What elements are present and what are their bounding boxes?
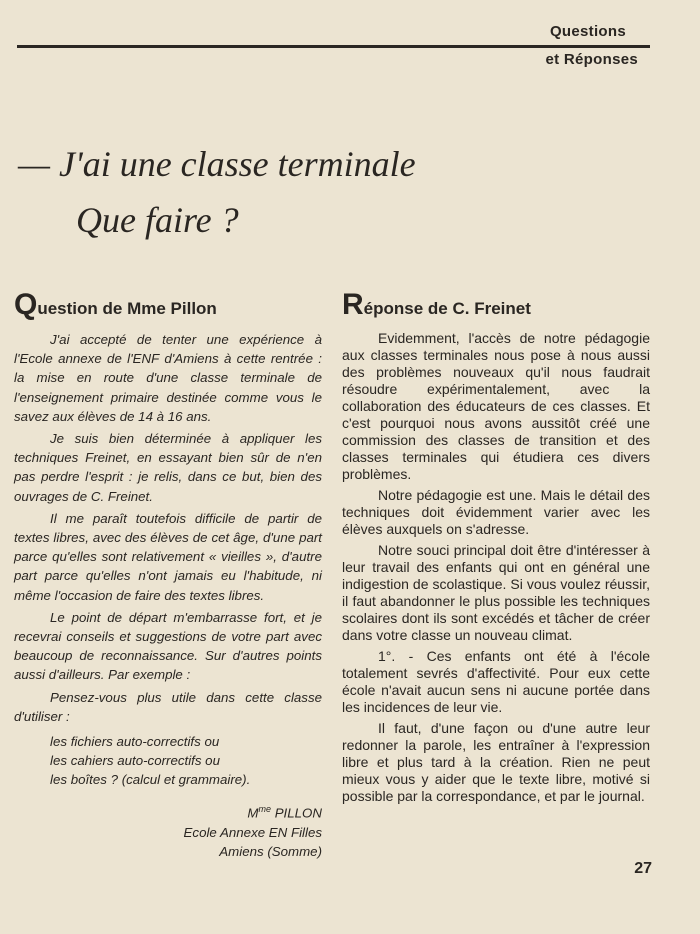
signature-name-line bbox=[14, 800, 322, 823]
question-paragraph-3: Il me paraît toutefois difficile de partir de textes libres, avec des élèves de cet âge, d'une part parce qu'elles sont relativement « vieilles », d'autre part parce qu'elles n'ont jamais eu l'habitude, ni même l'occasion de faire des textes libres. bbox=[14, 510, 322, 603]
question-options-list bbox=[14, 732, 322, 790]
question-paragraph-2: Je suis bien déterminée à appliquer les techniques Freinet, en essayant bien sûr de n'en pas perdre l'esprit : je relis, dans ce but, bien des ouvrages de C. Freinet. bbox=[14, 431, 322, 504]
signature-name: PILLON bbox=[274, 805, 322, 821]
answer-body bbox=[342, 330, 650, 805]
question-paragraph-1: J'ai accepté de tenter une expérience à l'Ecole annexe de l'ENF d'Amiens à cette rentrée : la mise en route d'une classe terminale de l'enseignement primaire destinée comme vous le savez aux élèves de 14 à 16 ans. bbox=[14, 332, 322, 424]
question-heading-rest: uestion de Mme Pillon bbox=[37, 299, 217, 318]
question-heading bbox=[14, 288, 322, 322]
page-number: 27 bbox=[634, 860, 652, 877]
answer-heading-initial: R bbox=[342, 288, 364, 321]
question-column bbox=[14, 288, 322, 862]
header-rule bbox=[17, 45, 650, 48]
question-paragraph-5: Pensez-vous plus utile dans cette classe d'utiliser : bbox=[14, 689, 322, 724]
signature bbox=[14, 800, 322, 862]
article-title bbox=[18, 136, 416, 248]
question-paragraph-4: Le point de départ m'embarrasse fort, et je recevrai conseils et suggestions de votre part avec beaucoup de reconnaissance. Sur d'autres points aussi d'ailleurs. Par exemple : bbox=[14, 609, 322, 683]
answer-paragraph-3: Notre souci principal doit être d'intéresser à leur travail des enfants qui ont en général une indigestion de scolastique. Si vous voulez réussir, il faut abandonner le plus possible les techniques scolaires dont ils sont excédés et tâcher de créer dans votre classe un nouveau climat. bbox=[342, 542, 650, 643]
signature-city: Amiens (Somme) bbox=[219, 844, 322, 860]
section-label-line1: Questions bbox=[549, 23, 626, 40]
answer-paragraph-5: Il faut, d'une façon ou d'une autre leur redonner la parole, les entraîner à l'expression libre et plus tard à la création. Rien ne peut mieux vous y aider que le texte libre, motivé si possible par la correspondance, et par le journal. bbox=[342, 720, 650, 804]
question-option-1: les fichiers auto-correctifs ou bbox=[50, 734, 220, 750]
answer-column bbox=[342, 288, 650, 809]
signature-title: M bbox=[247, 805, 259, 821]
answer-paragraph-2: Notre pédagogie est une. Mais le détail des techniques doit évidemment varier avec les élèves auxquels on s'adresse. bbox=[342, 487, 650, 537]
title-line1: — J'ai une classe terminale bbox=[18, 144, 416, 184]
answer-paragraph-4: 1°. - Ces enfants ont été à l'école totalement sevrés d'affectivité. Pour eux cette école n'avait aucun sens ni aucune portée dans les incidences de leur vie. bbox=[342, 648, 650, 715]
signature-school: Ecole Annexe EN Filles bbox=[183, 824, 322, 840]
title-line2: Que faire ? bbox=[76, 200, 239, 240]
answer-heading-rest: éponse de C. Freinet bbox=[363, 299, 531, 318]
question-body bbox=[14, 330, 322, 790]
signature-title-sup: me bbox=[258, 803, 271, 814]
question-option-3: les boîtes ? (calcul et grammaire). bbox=[50, 772, 251, 788]
question-option-2: les cahiers auto-correctifs ou bbox=[50, 753, 220, 769]
answer-paragraph-1: Evidemment, l'accès de notre pédagogie aux classes terminales nous pose à nous aussi des problèmes nouveaux qu'il nous faudrait résoudre expérimentalement, avec la collaboration des éducateurs de ces classes. Et c'est pourquoi nous avons aussitôt créé une commission des classes de transition et des classes terminales qui étudiera ces divers problèmes. bbox=[342, 330, 650, 482]
question-heading-initial: Q bbox=[14, 288, 38, 321]
section-label-line2: et Réponses bbox=[545, 51, 638, 68]
answer-heading bbox=[342, 288, 650, 322]
